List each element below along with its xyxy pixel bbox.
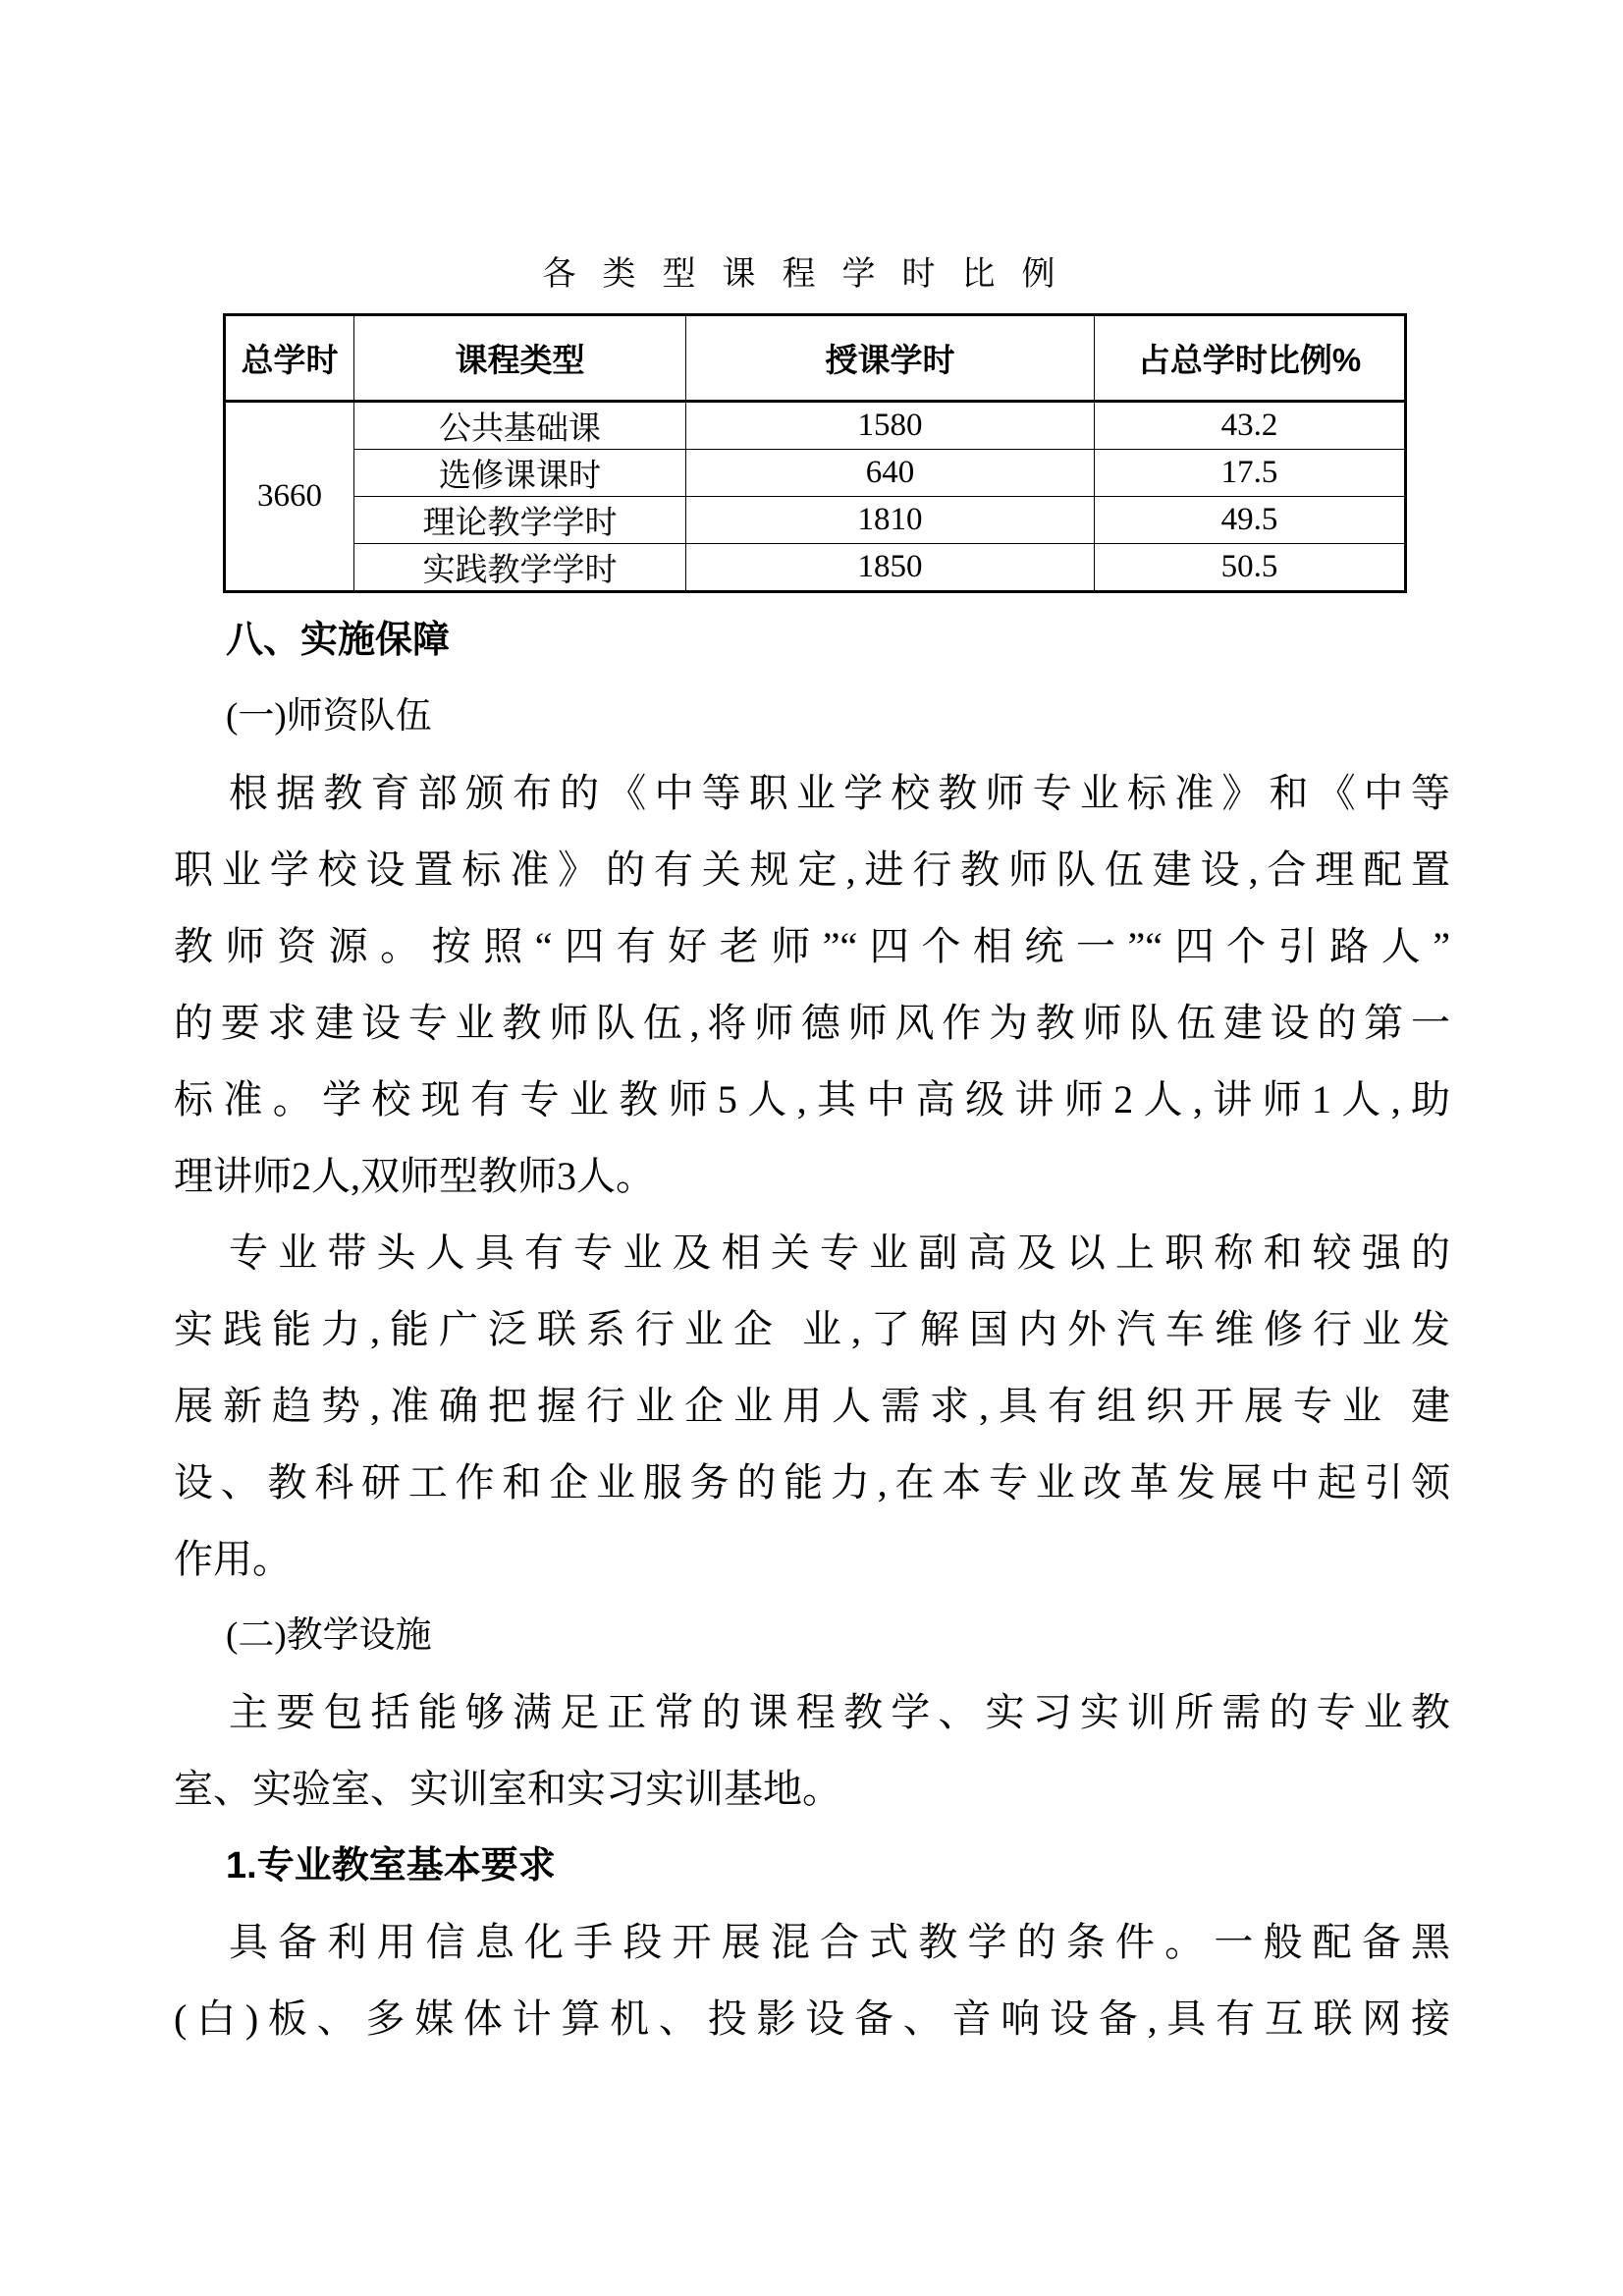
header-total-hours: 总学时: [225, 315, 354, 402]
course-type-cell: 实践教学学时: [354, 544, 686, 592]
paragraph-line: 的要求建设专业教师队伍,将师德师风作为教师队伍建设的第一: [174, 1001, 1450, 1045]
paragraph-line: 理讲师2人,双师型教师3人。: [174, 1154, 655, 1198]
table-row: [225, 450, 1406, 497]
paragraph-line: 展新趋势,准确把握行业企业用人需求,具有组织开展专业 建: [174, 1384, 1450, 1428]
course-type-cell: 公共基础课: [354, 402, 686, 450]
paragraph-leader: [174, 1215, 1450, 1598]
percent-cell: 17.5: [1095, 450, 1406, 497]
total-hours-cell: 3660: [225, 402, 354, 592]
percent-cell: 43.2: [1095, 402, 1406, 450]
paragraph-line: 教师资源。按照“四有好老师”“四个相统一”“四个引路人”: [174, 924, 1450, 968]
table-row: [225, 544, 1406, 592]
header-teaching-hours: 授课学时: [686, 315, 1095, 402]
section-heading-implementation: 八、实施保障: [226, 620, 451, 661]
paragraph-line: 根据教育部颁布的《中等职业学校教师专业标准》和《中等: [229, 771, 1450, 815]
paragraph-line: 实践能力,能广泛联系行业企 业,了解国内外汽车维修行业发: [174, 1307, 1450, 1351]
paragraph-line: 专业带头人具有专业及相关专业副高及以上职称和较强的: [229, 1230, 1450, 1275]
paragraph-classroom-requirements: [174, 1904, 1450, 2057]
paragraph-line: 设、教科研工作和企业服务的能力,在本专业改革发展中起引领: [174, 1460, 1450, 1504]
hours-cell: 1580: [686, 402, 1095, 450]
course-type-cell: 选修课课时: [354, 450, 686, 497]
percent-cell: 50.5: [1095, 544, 1406, 592]
subheading-teaching-facilities: (二)教学设施: [226, 1615, 432, 1656]
table-title: 各类型课程学时比例: [542, 256, 1082, 293]
hours-cell: 640: [686, 450, 1095, 497]
table-header-row: [225, 315, 1406, 402]
hours-cell: 1810: [686, 497, 1095, 544]
percent-cell: 49.5: [1095, 497, 1406, 544]
paragraph-line: 具备利用信息化手段开展混合式教学的条件。一般配备黑: [229, 1920, 1450, 1964]
paragraph-line: 室、实验室、实训室和实习实训基地。: [174, 1767, 841, 1811]
paragraph-facilities-intro: [174, 1674, 1450, 1828]
subheading-classroom-requirements: 1.专业教室基本要求: [226, 1845, 556, 1886]
header-course-type: 课程类型: [354, 315, 686, 402]
hours-cell: 1850: [686, 544, 1095, 592]
subheading-teaching-staff: (一)师资队伍: [226, 696, 432, 737]
paragraph-line: 标准。学校现有专业教师5人,其中高级讲师2人,讲师1人,助: [174, 1077, 1450, 1121]
paragraph-line: (白)板、多媒体计算机、投影设备、音响设备,具有互联网接: [174, 1996, 1450, 2041]
paragraph-line: 主要包括能够满足正常的课程教学、实习实训所需的专业教: [229, 1690, 1450, 1734]
course-hours-table: [223, 313, 1407, 593]
paragraph-line: 职业学校设置标准》的有关规定,进行教师队伍建设,合理配置: [174, 847, 1450, 892]
header-percent: 占总学时比例%: [1095, 315, 1406, 402]
table-row: [225, 402, 1406, 450]
table-row: [225, 497, 1406, 544]
paragraph-line: 作用。: [174, 1537, 292, 1581]
course-type-cell: 理论教学学时: [354, 497, 686, 544]
paragraph-staff-intro: [174, 755, 1450, 1215]
